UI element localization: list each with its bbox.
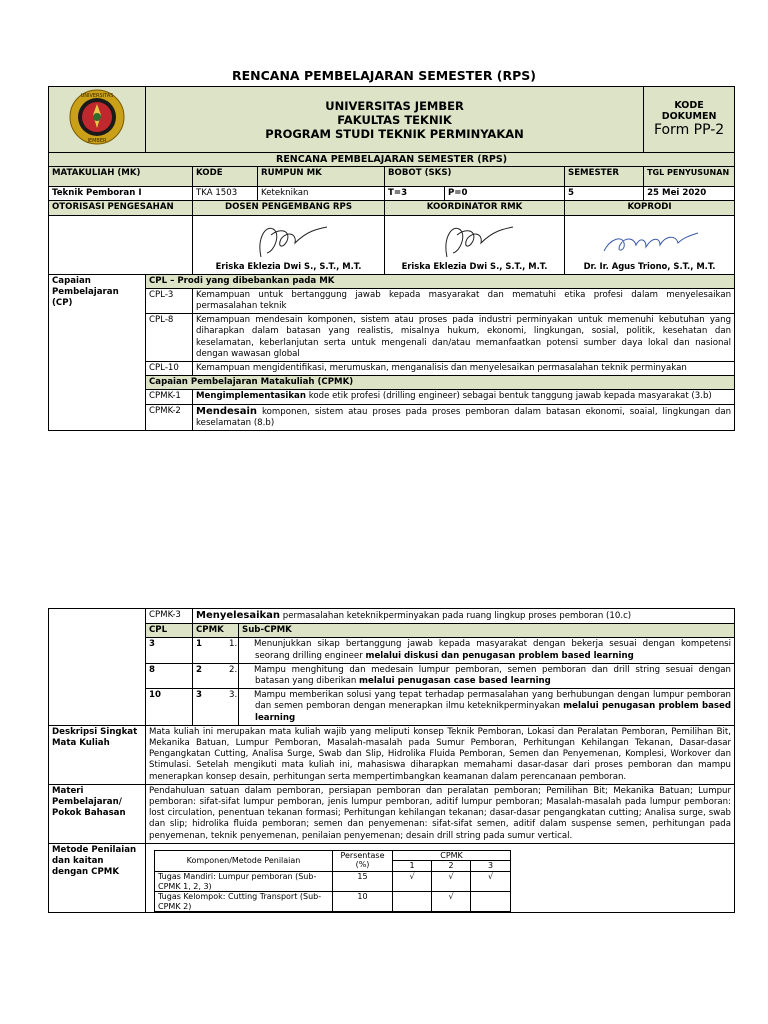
assessment-header-persentase: Persentase (%) (333, 850, 393, 871)
cpmk-code: CPMK-1 (146, 390, 193, 404)
kode-label-2: DOKUMEN (661, 111, 717, 122)
koordinator-signature (433, 221, 517, 261)
sub-no: 1. (229, 639, 238, 650)
sub-cpl: 10 (146, 689, 193, 726)
course-t: T=3 (385, 187, 445, 201)
koprodi-signature-cell (565, 215, 735, 274)
course-p: P=0 (445, 187, 565, 201)
header-koprodi: KOPRODI (565, 201, 735, 215)
sub-cpmk-text (229, 663, 735, 688)
sub-no: 3. (229, 690, 238, 701)
check-mark: √ (432, 872, 471, 892)
cp-continued-blank (49, 609, 146, 726)
faculty-name: FAKULTAS TEKNIK (337, 112, 452, 127)
deskripsi-label: Deskripsi Singkat Mata Kuliah (49, 725, 146, 784)
assessment-header-komponen: Komponen/Metode Penilaian (155, 850, 333, 871)
header-kode: KODE (193, 167, 258, 187)
check-mark: √ (393, 872, 432, 892)
course-date: 25 Mei 2020 (644, 187, 735, 201)
deskripsi-text: Mata kuliah ini merupakan mata kuliah wajib yang meliputi konsep Teknik Pemboran, Lokasi dan Peralatan Pemboran, Pemilihan Bit, Mekanika Batuan, Lumpur Pemboran, Masalah-masalah pada Sumur Pemboran, Perhitungan Kehilangan Tekanan, Dasar-dasar Pengangkatan Cutting, Analisa Surge, Swab dan Slip, Hidrolika Fluida Pemboran, Semen dan Penyemenan, Komplesi, Workover dan Stimulasi. Setelah mengikuti mata kuliah ini, mahasiswa diharapkan memahami dasar-dasar dari proses pemboran dan mampu menerapkan konsep desain, perhitungan serta mempertimbangkan keamanan dalam perencanaan pemboran. (146, 725, 735, 784)
course-name: Teknik Pemboran I (49, 187, 193, 201)
check-mark: √ (432, 892, 471, 912)
header-semester: SEMESTER (565, 167, 644, 187)
header-koordinator: KOORDINATOR RMK (385, 201, 565, 215)
sub-no: 2. (229, 664, 238, 675)
university-logo-cell (49, 87, 146, 153)
check-mark (471, 892, 511, 912)
cpl-code: CPL-10 (146, 362, 193, 376)
cpl-code: CPL-3 (146, 288, 193, 313)
assessment-name: Tugas Kelompok: Cutting Transport (Sub-CPMK 2) (155, 892, 333, 912)
cpmk-code: CPMK-2 (146, 404, 193, 430)
header-bobot: BOBOT (SKS) (385, 167, 565, 187)
rps-label: RENCANA PEMBELAJARAN SEMESTER (RPS) (49, 153, 735, 167)
cpl-code: CPL-8 (146, 314, 193, 362)
koprodi-signature (600, 229, 700, 259)
sub-cpl: 3 (146, 638, 193, 663)
document-title: RENCANA PEMBELAJARAN SEMESTER (RPS) (231, 68, 537, 83)
cpmk-code: CPMK-3 (146, 609, 193, 624)
logo-text-top: UNIVERSITAS (80, 93, 114, 100)
sub-desc: Mampu memberikan solusi yang tepat terhadap permasalahan yang berhubungan dengan lumpur pemboran dan semen pemboran dengan menerapkan ilmu keteknikperminyakan (254, 690, 732, 712)
kode-label-1: KODE (674, 100, 704, 111)
cpmk-desc: komponen, sistem atau proses pada proses pemboran dalam batasan ekonomi, soaial, lingkungan dan keselamatan (8.b) (196, 406, 732, 428)
assessment-col-1: 1 (393, 861, 432, 872)
header-tgl: TGL PENYUSUNAN (644, 167, 735, 187)
cpmk-text (193, 404, 735, 430)
cpmk-text (193, 609, 735, 624)
document-code: Form PP-2 (653, 122, 725, 138)
cpmk-desc: kode etik profesi (drilling engineer) sebagai bentuk tanggung jawab kepada masyarakat (3.b) (305, 391, 712, 402)
course-semester: 5 (565, 187, 644, 201)
cpmk-verb: Mengimplementasikan (196, 391, 306, 402)
otorisasi-label: OTORISASI PENGESAHAN (49, 201, 193, 215)
materi-text: Pendahuluan satuan dalam pemboran, persiapan pemboran dan peralatan pemboran; Pemilihan Bit; Mekanika Batuan; Lumpur pemboran: sifat-sifat lumpur pemboran, jenis lumpur pemboran, aditif lumpur pemboran; Masalah-masalah pada lumpur pemboran: lost circulation, penentuan tekanan formasi; Perhitungan kehilangan tekanan; dasar-dasar pengangkatan cutting; Analisa surge, swab dan slip; hidrolika fluida pemboran; semen dan penyemenan: sifat-sifat semen, aditif dalam suspense semen, perhitungan pada penyemenan, teknik penyemenan, penilaian penyemenan; desain drill string pada sumur vertical. (146, 784, 735, 843)
cp-label: Capaian Pembelajaran (CP) (49, 274, 146, 430)
assessment-pct: 10 (333, 892, 393, 912)
dosen-signature (247, 221, 331, 261)
cpmk-verb: Mendesain (196, 405, 258, 417)
document-code-cell (644, 87, 735, 153)
sub-method: melalui diskusi dan penugasan problem based learning (365, 650, 634, 661)
course-code: TKA 1503 (193, 187, 258, 201)
header-dosen: DOSEN PENGEMBANG RPS (193, 201, 385, 215)
sub-cpmk-text (229, 638, 735, 663)
dosen-signature-cell (193, 215, 385, 274)
cpmk-header: Capaian Pembelajaran Matakuliah (CPMK) (146, 376, 735, 390)
sub-cpmk-text (229, 689, 735, 726)
koordinator-signature-cell (385, 215, 565, 274)
program-name: PROGRAM STUDI TEKNIK PERMINYAKAN (265, 126, 524, 141)
sub-method: melalui penugasan problem based learning (255, 701, 732, 723)
cpmk-verb: Menyelesaikan (196, 610, 281, 621)
assessment-col-3: 3 (471, 861, 511, 872)
dosen-name: Eriska Eklezia Dwi S., S.T., M.T. (215, 261, 362, 272)
cpl-text: Kemampuan untuk bertanggung jawab kepada masyarakat dan mematuhi etika profesi dalam menyelesaikan permasalahan teknik (193, 288, 735, 313)
otorisasi-blank (49, 215, 193, 274)
sub-header-cpmk: CPMK (193, 624, 239, 638)
assessment-name: Tugas Mandiri: Lumpur pemboran (Sub-CPMK 1, 2, 3) (155, 872, 333, 892)
sub-cpmk: 3 (193, 689, 239, 726)
logo-text-bottom: JEMBER (87, 138, 107, 145)
check-mark (393, 892, 432, 912)
check-mark: √ (471, 872, 511, 892)
sub-cpl: 8 (146, 663, 193, 688)
assessment-table (154, 850, 511, 913)
sub-desc: Menunjukkan sikap bertanggung jawab kepada masyarakat dengan bekerja sesuai dengan kompetensi seorang drilling engineer (254, 639, 732, 661)
course-rumpun: Keteknikan (258, 187, 385, 201)
assessment-header-cpmk: CPMK (393, 850, 511, 861)
metode-cell (146, 843, 735, 913)
materi-label: Materi Pembelajaran/ Pokok Bahasan (49, 784, 146, 843)
sub-header-cpl: CPL (146, 624, 193, 638)
cpl-text: Kemampuan mengidentifikasi, merumuskan, menganalisis dan menyelesaikan permasalahan teknik perminyakan (193, 362, 735, 376)
header-rumpun: RUMPUN MK (258, 167, 385, 187)
rps-header-table (48, 86, 735, 431)
assessment-pct: 15 (333, 872, 393, 892)
cpmk-desc: permasalahan keteknikperminyakan pada ruang lingkup proses pemboran (10.c) (280, 611, 632, 621)
sub-cpmk: 1 (193, 638, 239, 663)
university-name: UNIVERSITAS JEMBER (325, 98, 464, 113)
institution-header (146, 87, 644, 153)
sub-cpmk: 2 (193, 663, 239, 688)
metode-label: Metode Penilaian dan kaitan dengan CPMK (49, 843, 146, 913)
university-logo (68, 88, 126, 146)
cpmk-text (193, 390, 735, 404)
sub-desc: Mampu menghitung dan medesain lumpur pemboran, semen pemboran dan drill string sesuai dengan batasan yang diberikan (254, 664, 732, 687)
sub-header-sub-cpmk: Sub-CPMK (239, 624, 735, 638)
koordinator-name: Eriska Eklezia Dwi S., S.T., M.T. (401, 261, 548, 272)
koprodi-name: Dr. Ir. Agus Triono, S.T., M.T. (583, 261, 716, 272)
sub-method: melalui penugasan case based learning (359, 676, 551, 687)
cpl-header: CPL – Prodi yang dibebankan pada MK (146, 274, 735, 288)
assessment-col-2: 2 (432, 861, 471, 872)
rps-continuation-table (48, 608, 735, 913)
header-mk: MATAKULIAH (MK) (49, 167, 193, 187)
cpl-text: Kemampuan mendesain komponen, sistem atau proses pada industri perminyakan untuk memenuhi kebutuhan yang diharapkan dalam batasan yang realistis, misalnya hukum, ekonomi, lingkungan, sosial, politik, kesehatan dan keselamatan, keberlanjutan serta untuk mengenali dan/atau memanfaatkan potensi sumber daya lokal dan nasional dengan wawasan global (193, 314, 735, 362)
